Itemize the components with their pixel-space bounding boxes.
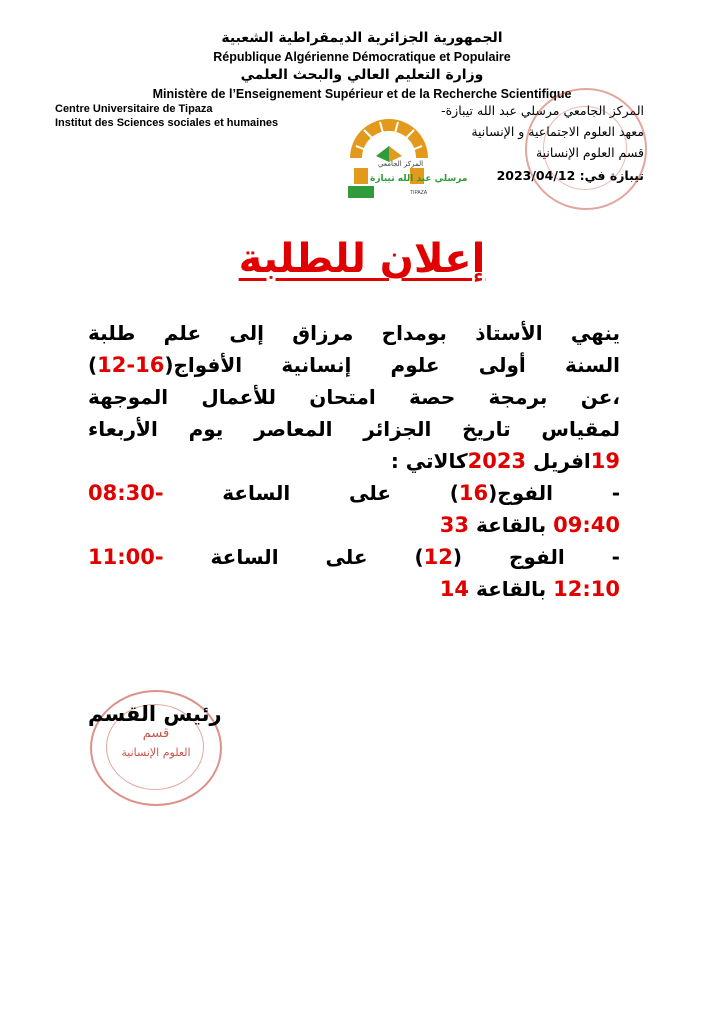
group2-time-start: 11:00- — [88, 545, 164, 569]
stamp-inner-line1: قسم — [142, 726, 170, 741]
group1-time-start: 08:30- — [88, 481, 164, 505]
group2-prefix: - الفوج ( — [452, 545, 620, 569]
group-16-room-line — [88, 510, 620, 540]
group1-time-end: 09:40 — [553, 513, 620, 537]
logo-emblem-icon — [340, 110, 440, 200]
university-logo — [340, 110, 440, 200]
top-right-stamp — [525, 88, 647, 210]
group1-prefix: - الفوج( — [488, 481, 620, 505]
exam-month: افريل — [526, 449, 591, 473]
announcement-line-3: ،عن برمجة حصة امتحان للأعمال الموجهة — [88, 385, 620, 409]
line5-suffix: كالاتي : — [390, 449, 468, 473]
exam-year: 2023 — [467, 449, 527, 473]
ministry-arabic: وزارة التعليم العالي والبحث العلمي — [240, 67, 484, 83]
group1-mid: ) على الساعة — [163, 481, 459, 505]
date-value: 2023/04/12 — [496, 168, 576, 183]
right-header-line1: المركز الجامعي مرسلي عبد الله تيبازة- — [441, 103, 644, 118]
groups-range: 16-12 — [97, 353, 165, 377]
group2-room-label: بالقاعة — [468, 577, 554, 601]
right-header-line2: معهد العلوم الاجتماعية و الإنسانية — [471, 124, 644, 139]
group1-number: 16 — [458, 481, 489, 505]
group-16-line — [88, 478, 620, 508]
exam-day: 19 — [590, 449, 620, 473]
signature-label: رئيس القسم — [88, 702, 222, 726]
group-12-room-line — [88, 574, 620, 604]
group1-room-label: بالقاعة — [468, 513, 554, 537]
left-header-line1: Centre Universitaire de Tipaza — [55, 103, 213, 115]
stamp-inner-line2: العلوم الإنسانية — [121, 746, 191, 759]
announcement-line-4: لمقياس تاريخ الجزائر المعاصر يوم الأربعاء — [88, 417, 620, 441]
date-prefix: تيبازة في: — [575, 168, 644, 183]
left-header-line2: Institut des Sciences sociales et humaines — [55, 117, 279, 129]
announcement-line-2 — [88, 350, 620, 380]
logo-text-tipaza: TIPAZA — [410, 190, 428, 196]
announcement-line-5 — [88, 446, 620, 476]
group2-room: 14 — [439, 577, 469, 601]
line2-text: السنة أولى علوم إنسانية الأفواج( — [164, 353, 620, 377]
logo-text-bottom: مرسلي عبد الله تيبازة — [370, 174, 468, 184]
line2-close: ) — [88, 353, 98, 377]
group2-mid: ) على الساعة — [163, 545, 424, 569]
republic-french: République Algérienne Démocratique et Populaire — [213, 50, 511, 64]
page-title: إعلان للطلبة — [238, 236, 486, 282]
group-12-line — [88, 542, 620, 572]
group1-room: 33 — [439, 513, 469, 537]
republic-arabic: الجمهورية الجزائرية الديمقراطية الشعبية — [221, 30, 503, 46]
right-header-line3: قسم العلوم الإنسانية — [535, 145, 644, 160]
announcement-line-1: ينهي الأستاذ بومداح مرزاق إلى علم طلبة — [88, 321, 620, 345]
logo-text-top: المركز الجامعي — [378, 160, 424, 168]
ministry-french: Ministère de l’Enseignement Supérieur et de la Recherche Scientifique — [152, 87, 572, 101]
group2-number: 12 — [423, 545, 453, 569]
group2-time-end: 12:10 — [553, 577, 620, 601]
